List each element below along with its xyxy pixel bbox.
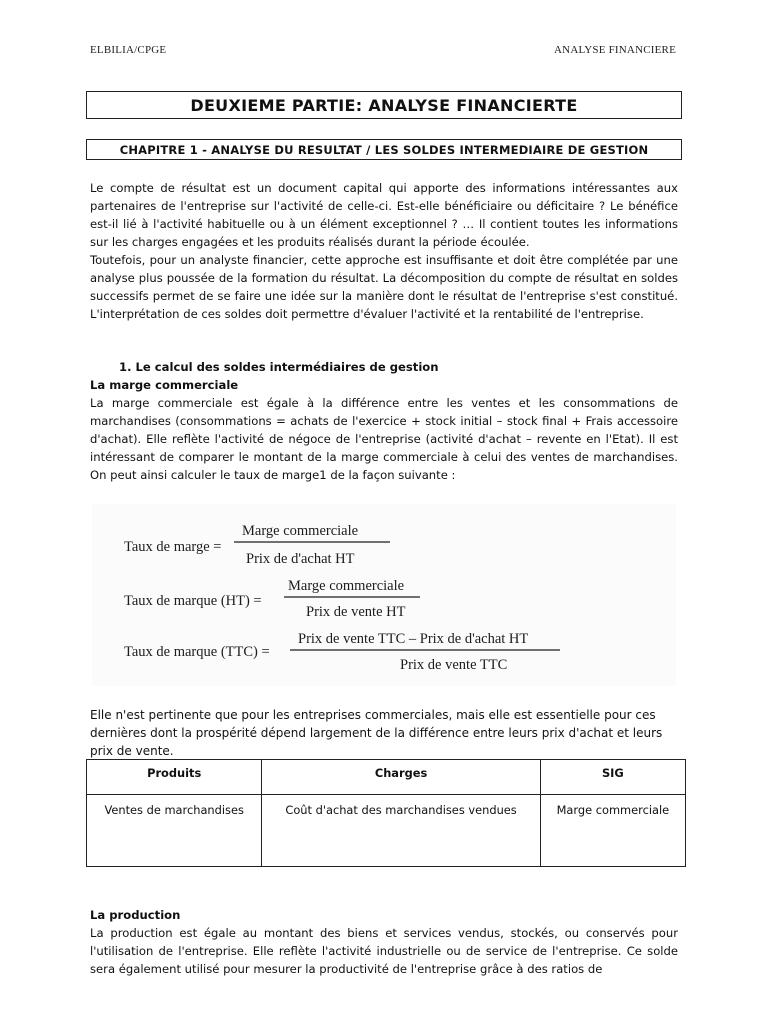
intro-paragraph: Le compte de résultat est un document capital qui apporte des informations intéressantes aux partenaires de l'entreprise sur l'activité de celle-ci. Est-elle bénéficiaire ou déficitaire ? Le bénéfice est-il lié à l'activité habituelle ou à un élément exceptionnel ? … Il contient toutes les informations sur les charges engagées et les produits réalisés durant la période écoulée. xyxy=(90,181,678,249)
page-title: DEUXIEME PARTIE: ANALYSE FINANCIERTE xyxy=(86,91,682,119)
formula-3-label: Taux de marque (TTC) = xyxy=(124,644,270,660)
formula-1-numerator: Marge commerciale xyxy=(242,523,359,539)
formula-2-label: Taux de marque (HT) = xyxy=(124,593,262,609)
header-left: ELBILIA/CPGE xyxy=(90,44,167,56)
sig-table xyxy=(86,759,686,867)
formula-1-label: Taux de marge = xyxy=(124,539,222,555)
header-right: ANALYSE FINANCIERE xyxy=(554,44,676,56)
table-row xyxy=(87,795,686,867)
production-paragraph: La production est égale au montant des biens et services vendus, stockés, ou conservés pour l'utilisation de l'entreprise. Elle reflète l'activité industrielle ou de service de l'entreprise. Ce solde sera également utilisé pour mesurer la productivité de l'entreprise grâce à des ratios de xyxy=(90,926,678,976)
chapter-title: CHAPITRE 1 - ANALYSE DU RESULTAT / LES SOLDES INTERMEDIAIRE DE GESTION xyxy=(86,139,682,160)
table-cell-produits: Ventes de marchandises xyxy=(87,795,262,867)
marge-commerciale-heading: La marge commerciale xyxy=(90,378,239,392)
column-header-produits: Produits xyxy=(87,760,262,795)
formula-3-denominator: Prix de vente TTC xyxy=(400,657,508,673)
production-heading: La production xyxy=(90,908,181,922)
table-cell-sig: Marge commerciale xyxy=(540,795,685,867)
column-header-charges: Charges xyxy=(262,760,540,795)
table-cell-charges: Coût d'achat des marchandises vendues xyxy=(262,795,540,867)
pertinence-paragraph: Elle n'est pertinente que pour les entreprises commerciales, mais elle est essentielle pour ces dernières dont la prospérité dépend largement de la différence entre leurs prix d'achat et leurs prix de vente. xyxy=(90,708,663,758)
formulas-image xyxy=(92,504,676,686)
marge-commerciale-paragraph: La marge commerciale est égale à la différence entre les ventes et les consommations de marchandises (consommations = achats de l'exercice + stock initial – stock final + Frais accessoire d'achat). Elle reflète l'activité de négoce de l'entreprise (activité d'achat – revente en l'Etat). Il est intéressant de comparer le montant de la marge commerciale à celui des ventes de marchandises. On peut ainsi calculer le taux de marge1 de la façon suivante : xyxy=(90,396,678,482)
formula-3-numerator: Prix de vente TTC – Prix de d'achat HT xyxy=(298,631,529,647)
section-heading: 1. Le calcul des soldes intermédiaires de gestion xyxy=(119,360,439,374)
table-header-row xyxy=(87,760,686,795)
column-header-sig: SIG xyxy=(540,760,685,795)
formula-1-denominator: Prix de d'achat HT xyxy=(246,551,355,567)
formula-2-numerator: Marge commerciale xyxy=(288,578,405,594)
formula-2-denominator: Prix de vente HT xyxy=(306,604,406,620)
analysis-paragraph: Toutefois, pour un analyste financier, cette approche est insuffisante et doit être complétée par une analyse plus poussée de la formation du résultat. La décomposition du compte de résultat en soldes successifs permet de se faire une idée sur la manière dont le résultat de l'entreprise s'est constitué. L'interprétation de ces soldes doit permettre d'évaluer l'activité et la rentabilité de l'entreprise. xyxy=(90,253,678,321)
